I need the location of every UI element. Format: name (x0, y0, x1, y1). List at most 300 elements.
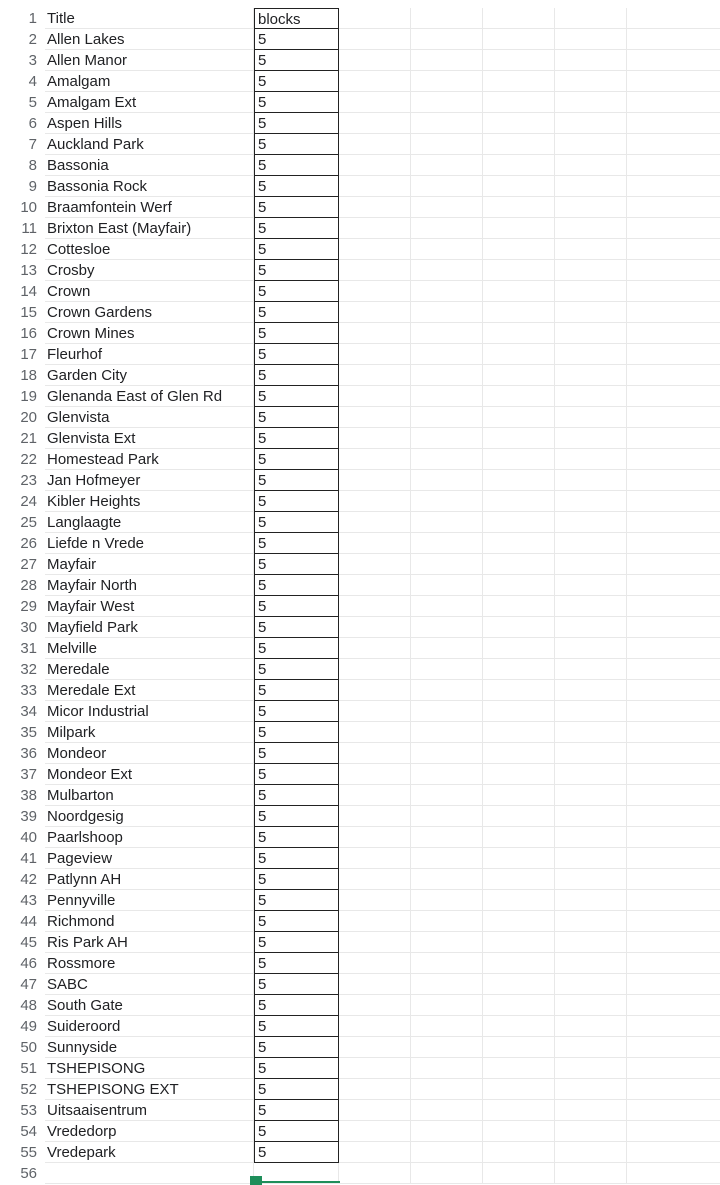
empty-cell[interactable] (627, 155, 720, 176)
empty-cell[interactable] (483, 113, 555, 134)
empty-cell[interactable] (555, 596, 627, 617)
empty-cell[interactable] (339, 785, 411, 806)
empty-cell[interactable] (555, 575, 627, 596)
row-number[interactable]: 37 (20, 766, 37, 783)
empty-cell[interactable] (411, 1163, 483, 1184)
empty-cell[interactable] (483, 1163, 555, 1184)
empty-cell[interactable] (483, 827, 555, 848)
empty-cell[interactable] (45, 1163, 254, 1184)
cell-blocks[interactable]: 5 (254, 722, 339, 743)
cell-blocks[interactable]: 5 (254, 302, 339, 323)
cell-title[interactable]: Cottesloe (45, 239, 254, 260)
empty-cell[interactable] (483, 869, 555, 890)
empty-cell[interactable] (483, 134, 555, 155)
cell-title[interactable]: Glenvista Ext (45, 428, 254, 449)
empty-cell[interactable] (339, 995, 411, 1016)
row-number[interactable]: 4 (28, 73, 37, 90)
empty-cell[interactable] (411, 743, 483, 764)
empty-cell[interactable] (627, 470, 720, 491)
empty-cell[interactable] (411, 302, 483, 323)
empty-cell[interactable] (483, 512, 555, 533)
empty-cell[interactable] (555, 911, 627, 932)
empty-cell[interactable] (555, 239, 627, 260)
empty-cell[interactable] (555, 869, 627, 890)
empty-cell[interactable] (627, 1100, 720, 1121)
empty-cell[interactable] (483, 407, 555, 428)
empty-cell[interactable] (411, 281, 483, 302)
empty-cell[interactable] (483, 617, 555, 638)
empty-cell[interactable] (339, 470, 411, 491)
cell-title[interactable]: Vrededorp (45, 1121, 254, 1142)
empty-cell[interactable] (555, 785, 627, 806)
empty-cell[interactable] (627, 848, 720, 869)
cell-blocks[interactable]: 5 (254, 1037, 339, 1058)
empty-cell[interactable] (627, 344, 720, 365)
empty-cell[interactable] (627, 1142, 720, 1163)
empty-cell[interactable] (339, 764, 411, 785)
row-number[interactable]: 10 (20, 199, 37, 216)
empty-cell[interactable] (627, 890, 720, 911)
cell-title[interactable]: Auckland Park (45, 134, 254, 155)
empty-cell[interactable] (339, 8, 411, 29)
cell-title[interactable]: Sunnyside (45, 1037, 254, 1058)
empty-cell[interactable] (339, 869, 411, 890)
empty-cell[interactable] (555, 827, 627, 848)
empty-cell[interactable] (483, 848, 555, 869)
empty-cell[interactable] (339, 113, 411, 134)
cell-title[interactable]: Liefde n Vrede (45, 533, 254, 554)
empty-cell[interactable] (339, 722, 411, 743)
cell-title[interactable]: Pageview (45, 848, 254, 869)
empty-cell[interactable] (555, 134, 627, 155)
empty-cell[interactable] (339, 680, 411, 701)
empty-cell[interactable] (627, 659, 720, 680)
row-number[interactable]: 1 (28, 10, 37, 27)
empty-cell[interactable] (555, 344, 627, 365)
cell-title[interactable]: Milpark (45, 722, 254, 743)
empty-cell[interactable] (411, 8, 483, 29)
empty-cell[interactable] (555, 974, 627, 995)
row-number[interactable]: 8 (28, 157, 37, 174)
empty-cell[interactable] (339, 302, 411, 323)
empty-cell[interactable] (411, 1058, 483, 1079)
empty-cell[interactable] (483, 155, 555, 176)
empty-cell[interactable] (627, 680, 720, 701)
empty-cell[interactable] (411, 1121, 483, 1142)
row-number[interactable]: 49 (20, 1018, 37, 1035)
empty-cell[interactable] (411, 50, 483, 71)
empty-cell[interactable] (555, 995, 627, 1016)
cell-blocks[interactable]: 5 (254, 575, 339, 596)
row-number[interactable]: 56 (20, 1165, 37, 1182)
cell-blocks[interactable]: 5 (254, 512, 339, 533)
empty-cell[interactable] (555, 932, 627, 953)
cell-blocks[interactable]: 5 (254, 1058, 339, 1079)
empty-cell[interactable] (627, 764, 720, 785)
empty-cell[interactable] (339, 428, 411, 449)
cell-blocks[interactable]: 5 (254, 932, 339, 953)
empty-cell[interactable] (483, 239, 555, 260)
cell-title[interactable]: Allen Manor (45, 50, 254, 71)
empty-cell[interactable] (555, 554, 627, 575)
cell-title[interactable]: Noordgesig (45, 806, 254, 827)
empty-cell[interactable] (483, 302, 555, 323)
empty-cell[interactable] (555, 953, 627, 974)
cell-blocks[interactable]: 5 (254, 764, 339, 785)
empty-cell[interactable] (627, 29, 720, 50)
empty-cell[interactable] (627, 806, 720, 827)
empty-cell[interactable] (411, 113, 483, 134)
empty-cell[interactable] (627, 302, 720, 323)
empty-cell[interactable] (411, 554, 483, 575)
empty-cell[interactable] (339, 638, 411, 659)
empty-cell[interactable] (627, 1163, 720, 1184)
empty-cell[interactable] (627, 491, 720, 512)
empty-cell[interactable] (339, 239, 411, 260)
empty-cell[interactable] (627, 722, 720, 743)
cell-blocks[interactable]: 5 (254, 890, 339, 911)
row-number[interactable]: 50 (20, 1039, 37, 1056)
empty-cell[interactable] (627, 974, 720, 995)
cell-blocks[interactable]: 5 (254, 155, 339, 176)
empty-cell[interactable] (483, 1100, 555, 1121)
empty-cell[interactable] (555, 386, 627, 407)
empty-cell[interactable] (339, 848, 411, 869)
empty-cell[interactable] (555, 491, 627, 512)
empty-cell[interactable] (483, 974, 555, 995)
cell-blocks[interactable]: 5 (254, 953, 339, 974)
cell-blocks[interactable]: 5 (254, 113, 339, 134)
row-number[interactable]: 41 (20, 850, 37, 867)
row-number[interactable]: 26 (20, 535, 37, 552)
empty-cell[interactable] (555, 743, 627, 764)
empty-cell[interactable] (483, 92, 555, 113)
empty-cell[interactable] (411, 344, 483, 365)
cell-blocks[interactable]: 5 (254, 92, 339, 113)
cell-title[interactable]: Fleurhof (45, 344, 254, 365)
empty-cell[interactable] (411, 1142, 483, 1163)
empty-cell[interactable] (627, 1079, 720, 1100)
row-number[interactable]: 36 (20, 745, 37, 762)
cell-title[interactable]: Mayfair North (45, 575, 254, 596)
empty-cell[interactable] (555, 449, 627, 470)
empty-cell[interactable] (627, 617, 720, 638)
row-number[interactable]: 33 (20, 682, 37, 699)
empty-cell[interactable] (339, 701, 411, 722)
cell-blocks[interactable]: 5 (254, 680, 339, 701)
row-number[interactable]: 32 (20, 661, 37, 678)
cell-blocks[interactable]: 5 (254, 323, 339, 344)
empty-cell[interactable] (339, 554, 411, 575)
empty-cell[interactable] (627, 134, 720, 155)
empty-cell[interactable] (339, 365, 411, 386)
row-number[interactable]: 55 (20, 1144, 37, 1161)
empty-cell[interactable] (339, 29, 411, 50)
empty-cell[interactable] (483, 218, 555, 239)
cell-title[interactable]: TSHEPISONG (45, 1058, 254, 1079)
cell-blocks[interactable]: 5 (254, 176, 339, 197)
empty-cell[interactable] (411, 869, 483, 890)
cell-title[interactable]: Glenvista (45, 407, 254, 428)
row-number[interactable]: 43 (20, 892, 37, 909)
empty-cell[interactable] (627, 554, 720, 575)
empty-cell[interactable] (627, 428, 720, 449)
empty-cell[interactable] (339, 92, 411, 113)
cell-blocks[interactable]: 5 (254, 596, 339, 617)
cell-title[interactable]: Jan Hofmeyer (45, 470, 254, 491)
cell-blocks[interactable]: 5 (254, 743, 339, 764)
empty-cell[interactable] (339, 512, 411, 533)
empty-cell[interactable] (627, 701, 720, 722)
empty-cell[interactable] (627, 596, 720, 617)
cell-title[interactable]: Garden City (45, 365, 254, 386)
cell-blocks[interactable]: 5 (254, 386, 339, 407)
empty-cell[interactable] (483, 764, 555, 785)
cell-title[interactable]: Ris Park AH (45, 932, 254, 953)
empty-cell[interactable] (339, 1163, 411, 1184)
empty-cell[interactable] (339, 344, 411, 365)
row-number[interactable]: 48 (20, 997, 37, 1014)
row-number[interactable]: 16 (20, 325, 37, 342)
empty-cell[interactable] (339, 659, 411, 680)
empty-cell[interactable] (555, 680, 627, 701)
empty-cell[interactable] (411, 323, 483, 344)
empty-cell[interactable] (339, 1142, 411, 1163)
cell-title[interactable]: Pennyville (45, 890, 254, 911)
row-number[interactable]: 19 (20, 388, 37, 405)
empty-cell[interactable] (555, 113, 627, 134)
row-number[interactable]: 6 (28, 115, 37, 132)
row-number[interactable]: 29 (20, 598, 37, 615)
empty-cell[interactable] (627, 71, 720, 92)
cell-title[interactable]: Brixton East (Mayfair) (45, 218, 254, 239)
cell-title[interactable]: Crosby (45, 260, 254, 281)
empty-cell[interactable] (483, 953, 555, 974)
empty-cell[interactable] (555, 1058, 627, 1079)
empty-cell[interactable] (339, 323, 411, 344)
empty-cell[interactable] (483, 806, 555, 827)
row-number[interactable]: 30 (20, 619, 37, 636)
row-number[interactable]: 39 (20, 808, 37, 825)
empty-cell[interactable] (555, 1121, 627, 1142)
empty-cell[interactable] (483, 428, 555, 449)
empty-cell[interactable] (555, 512, 627, 533)
empty-cell[interactable] (627, 932, 720, 953)
cell-title[interactable]: Crown Mines (45, 323, 254, 344)
empty-cell[interactable] (411, 491, 483, 512)
empty-cell[interactable] (555, 218, 627, 239)
empty-cell[interactable] (339, 155, 411, 176)
row-number[interactable]: 13 (20, 262, 37, 279)
empty-cell[interactable] (411, 953, 483, 974)
cell-blocks[interactable]: 5 (254, 491, 339, 512)
cell-blocks[interactable]: 5 (254, 827, 339, 848)
empty-cell[interactable] (483, 659, 555, 680)
empty-cell[interactable] (411, 428, 483, 449)
empty-cell[interactable] (483, 1079, 555, 1100)
empty-cell[interactable] (483, 1058, 555, 1079)
cell-blocks[interactable]: 5 (254, 995, 339, 1016)
empty-cell[interactable] (483, 50, 555, 71)
empty-cell[interactable] (555, 764, 627, 785)
cell-title[interactable]: Allen Lakes (45, 29, 254, 50)
empty-cell[interactable] (339, 575, 411, 596)
empty-cell[interactable] (627, 113, 720, 134)
empty-cell[interactable] (555, 71, 627, 92)
cell-title[interactable]: Amalgam Ext (45, 92, 254, 113)
empty-cell[interactable] (555, 533, 627, 554)
empty-cell[interactable] (555, 407, 627, 428)
empty-cell[interactable] (627, 8, 720, 29)
cell-title[interactable]: Mondeor (45, 743, 254, 764)
empty-cell[interactable] (483, 71, 555, 92)
empty-cell[interactable] (411, 890, 483, 911)
row-number[interactable]: 27 (20, 556, 37, 573)
empty-cell[interactable] (411, 848, 483, 869)
empty-cell[interactable] (555, 92, 627, 113)
empty-cell[interactable] (339, 911, 411, 932)
cell-title[interactable]: Mondeor Ext (45, 764, 254, 785)
empty-cell[interactable] (411, 596, 483, 617)
empty-cell[interactable] (555, 8, 627, 29)
empty-cell[interactable] (339, 890, 411, 911)
empty-cell[interactable] (339, 1016, 411, 1037)
empty-cell[interactable] (339, 407, 411, 428)
empty-cell[interactable] (627, 365, 720, 386)
cell-blocks[interactable]: 5 (254, 785, 339, 806)
empty-cell[interactable] (555, 1142, 627, 1163)
empty-cell[interactable] (411, 218, 483, 239)
empty-cell[interactable] (339, 1037, 411, 1058)
empty-cell[interactable] (483, 596, 555, 617)
empty-cell[interactable] (411, 197, 483, 218)
cell-title[interactable]: Mayfield Park (45, 617, 254, 638)
empty-cell[interactable] (339, 134, 411, 155)
empty-cell[interactable] (339, 449, 411, 470)
empty-cell[interactable] (411, 92, 483, 113)
empty-cell[interactable] (483, 932, 555, 953)
empty-cell[interactable] (627, 281, 720, 302)
empty-cell[interactable] (627, 386, 720, 407)
empty-cell[interactable] (411, 974, 483, 995)
cell-blocks[interactable]: 5 (254, 50, 339, 71)
empty-cell[interactable] (555, 890, 627, 911)
row-number[interactable]: 28 (20, 577, 37, 594)
empty-cell[interactable] (411, 155, 483, 176)
cell-blocks[interactable]: 5 (254, 71, 339, 92)
empty-cell[interactable] (411, 365, 483, 386)
empty-cell[interactable] (627, 50, 720, 71)
empty-cell[interactable] (555, 260, 627, 281)
row-number[interactable]: 22 (20, 451, 37, 468)
cell-title[interactable]: Glenanda East of Glen Rd (45, 386, 254, 407)
empty-cell[interactable] (483, 491, 555, 512)
empty-cell[interactable] (483, 344, 555, 365)
cell-title[interactable]: Micor Industrial (45, 701, 254, 722)
empty-cell[interactable] (339, 743, 411, 764)
cell-blocks[interactable]: 5 (254, 260, 339, 281)
empty-cell[interactable] (627, 92, 720, 113)
empty-cell[interactable] (555, 29, 627, 50)
cell-title[interactable]: Langlaagte (45, 512, 254, 533)
empty-cell[interactable] (555, 1079, 627, 1100)
cell-title[interactable]: TSHEPISONG EXT (45, 1079, 254, 1100)
row-number[interactable]: 51 (20, 1060, 37, 1077)
empty-cell[interactable] (339, 533, 411, 554)
cell-blocks[interactable]: 5 (254, 911, 339, 932)
row-number[interactable]: 11 (21, 220, 37, 237)
empty-cell[interactable] (411, 575, 483, 596)
empty-cell[interactable] (411, 260, 483, 281)
empty-cell[interactable] (411, 1079, 483, 1100)
row-number[interactable]: 5 (28, 94, 37, 111)
row-number[interactable]: 54 (20, 1123, 37, 1140)
empty-cell[interactable] (627, 575, 720, 596)
cell-title[interactable]: Kibler Heights (45, 491, 254, 512)
cell-blocks[interactable]: 5 (254, 197, 339, 218)
row-number[interactable]: 53 (20, 1102, 37, 1119)
empty-cell[interactable] (555, 806, 627, 827)
empty-cell[interactable] (483, 29, 555, 50)
cell-blocks[interactable]: 5 (254, 134, 339, 155)
empty-cell[interactable] (411, 911, 483, 932)
cell-title[interactable]: SABC (45, 974, 254, 995)
empty-cell[interactable] (411, 785, 483, 806)
empty-cell[interactable] (555, 1016, 627, 1037)
cell-title[interactable]: Bassonia (45, 155, 254, 176)
row-number[interactable]: 25 (20, 514, 37, 531)
empty-cell[interactable] (483, 722, 555, 743)
empty-cell[interactable] (483, 785, 555, 806)
empty-cell[interactable] (555, 1163, 627, 1184)
empty-cell[interactable] (411, 1016, 483, 1037)
empty-cell[interactable] (411, 680, 483, 701)
cell-blocks[interactable]: 5 (254, 470, 339, 491)
empty-cell[interactable] (627, 911, 720, 932)
empty-cell[interactable] (411, 806, 483, 827)
empty-cell[interactable] (411, 827, 483, 848)
header-cell-blocks[interactable]: blocks (254, 8, 339, 29)
empty-cell[interactable] (555, 722, 627, 743)
empty-cell[interactable] (627, 176, 720, 197)
row-number[interactable]: 52 (20, 1081, 37, 1098)
empty-cell[interactable] (411, 29, 483, 50)
row-number[interactable]: 17 (20, 346, 37, 363)
row-number[interactable]: 21 (20, 430, 37, 447)
empty-cell[interactable] (411, 995, 483, 1016)
cell-title[interactable]: Amalgam (45, 71, 254, 92)
cell-blocks[interactable]: 5 (254, 1016, 339, 1037)
empty-cell[interactable] (411, 722, 483, 743)
empty-cell[interactable] (555, 470, 627, 491)
empty-cell[interactable] (339, 260, 411, 281)
empty-cell[interactable] (411, 470, 483, 491)
cell-title[interactable]: Suideroord (45, 1016, 254, 1037)
empty-cell[interactable] (627, 995, 720, 1016)
empty-cell[interactable] (339, 176, 411, 197)
empty-cell[interactable] (555, 50, 627, 71)
empty-cell[interactable] (555, 1037, 627, 1058)
empty-cell[interactable] (627, 407, 720, 428)
cell-title[interactable]: Vredepark (45, 1142, 254, 1163)
empty-cell[interactable] (411, 638, 483, 659)
cell-blocks[interactable]: 5 (254, 449, 339, 470)
empty-cell[interactable] (411, 512, 483, 533)
empty-cell[interactable] (483, 743, 555, 764)
cell-blocks[interactable]: 5 (254, 1079, 339, 1100)
cell-title[interactable]: South Gate (45, 995, 254, 1016)
empty-cell[interactable] (483, 323, 555, 344)
